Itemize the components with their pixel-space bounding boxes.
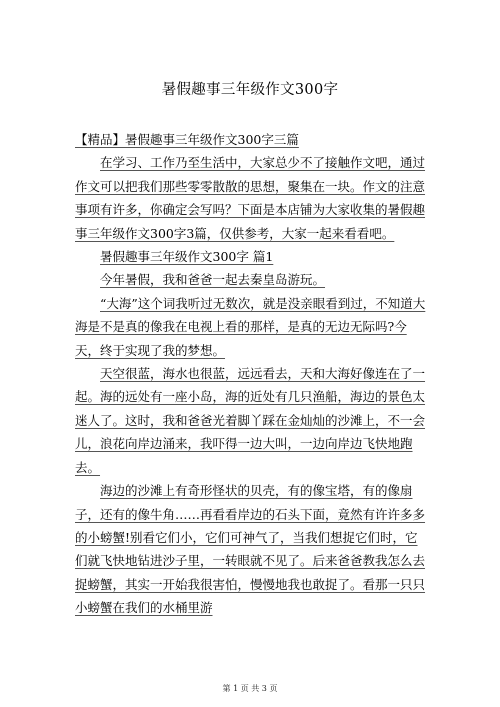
page-title: 暑假趣事三年级作文300字 — [161, 82, 339, 98]
body-paragraph-1: 今年暑假，我和爸爸一起去秦皇岛游玩。 — [100, 272, 326, 288]
article-heading: 【精品】暑假趣事三年级作文300字三篇 — [75, 132, 299, 147]
body-paragraph-4: 海边的沙滩上有奇形怪状的贝壳，有的像宝塔，有的像扇子，还有的像牛角……再看看岸边的石头下面，竟然有许许多多的小螃蟹!别看它们小，它们可神气了，当我们想捉它们时，它们就飞快地钻进沙子里，一转眼就不见了。后来爸爸教我怎么去捉螃蟹，其实一开始我很害怕，慢慢地我也敢捉了。看那一只只小螃蟹在我们的水桶里游 — [75, 483, 426, 616]
body-paragraph-3: 天空很蓝，海水也很蓝，远远看去，天和大海好像连在了一起。海的远处有一座小岛，海的近处有几只渔船，海边的景色太迷人了。这时，我和爸爸光着脚丫踩在金灿灿的沙滩上，不一会儿，浪花向岸边涌来，我吓得一边大叫，一边向岸边飞快地跑去。 — [75, 366, 426, 475]
intro-paragraph: 在学习、工作乃至生活中，大家总少不了接触作文吧，通过作文可以把我们那些零零散散的思想，聚集在一块。作文的注意事项有许多，你确定会写吗？下面是本店铺为大家收集的暑假趣事三年级作文300字3篇，仅供参考，大家一起来看看吧。 — [75, 155, 426, 241]
document-body — [75, 128, 427, 620]
body-paragraph-2: “大海”这个词我听过无数次，就是没亲眼看到过，不知道大海是不是真的像我在电视上看的那样，是真的无边无际吗?今天，终于实现了我的梦想。 — [75, 295, 426, 358]
page-footer: 第 1 页 共 3 页 — [222, 684, 278, 693]
part-heading: 暑假趣事三年级作文300字 篇1 — [100, 249, 274, 265]
